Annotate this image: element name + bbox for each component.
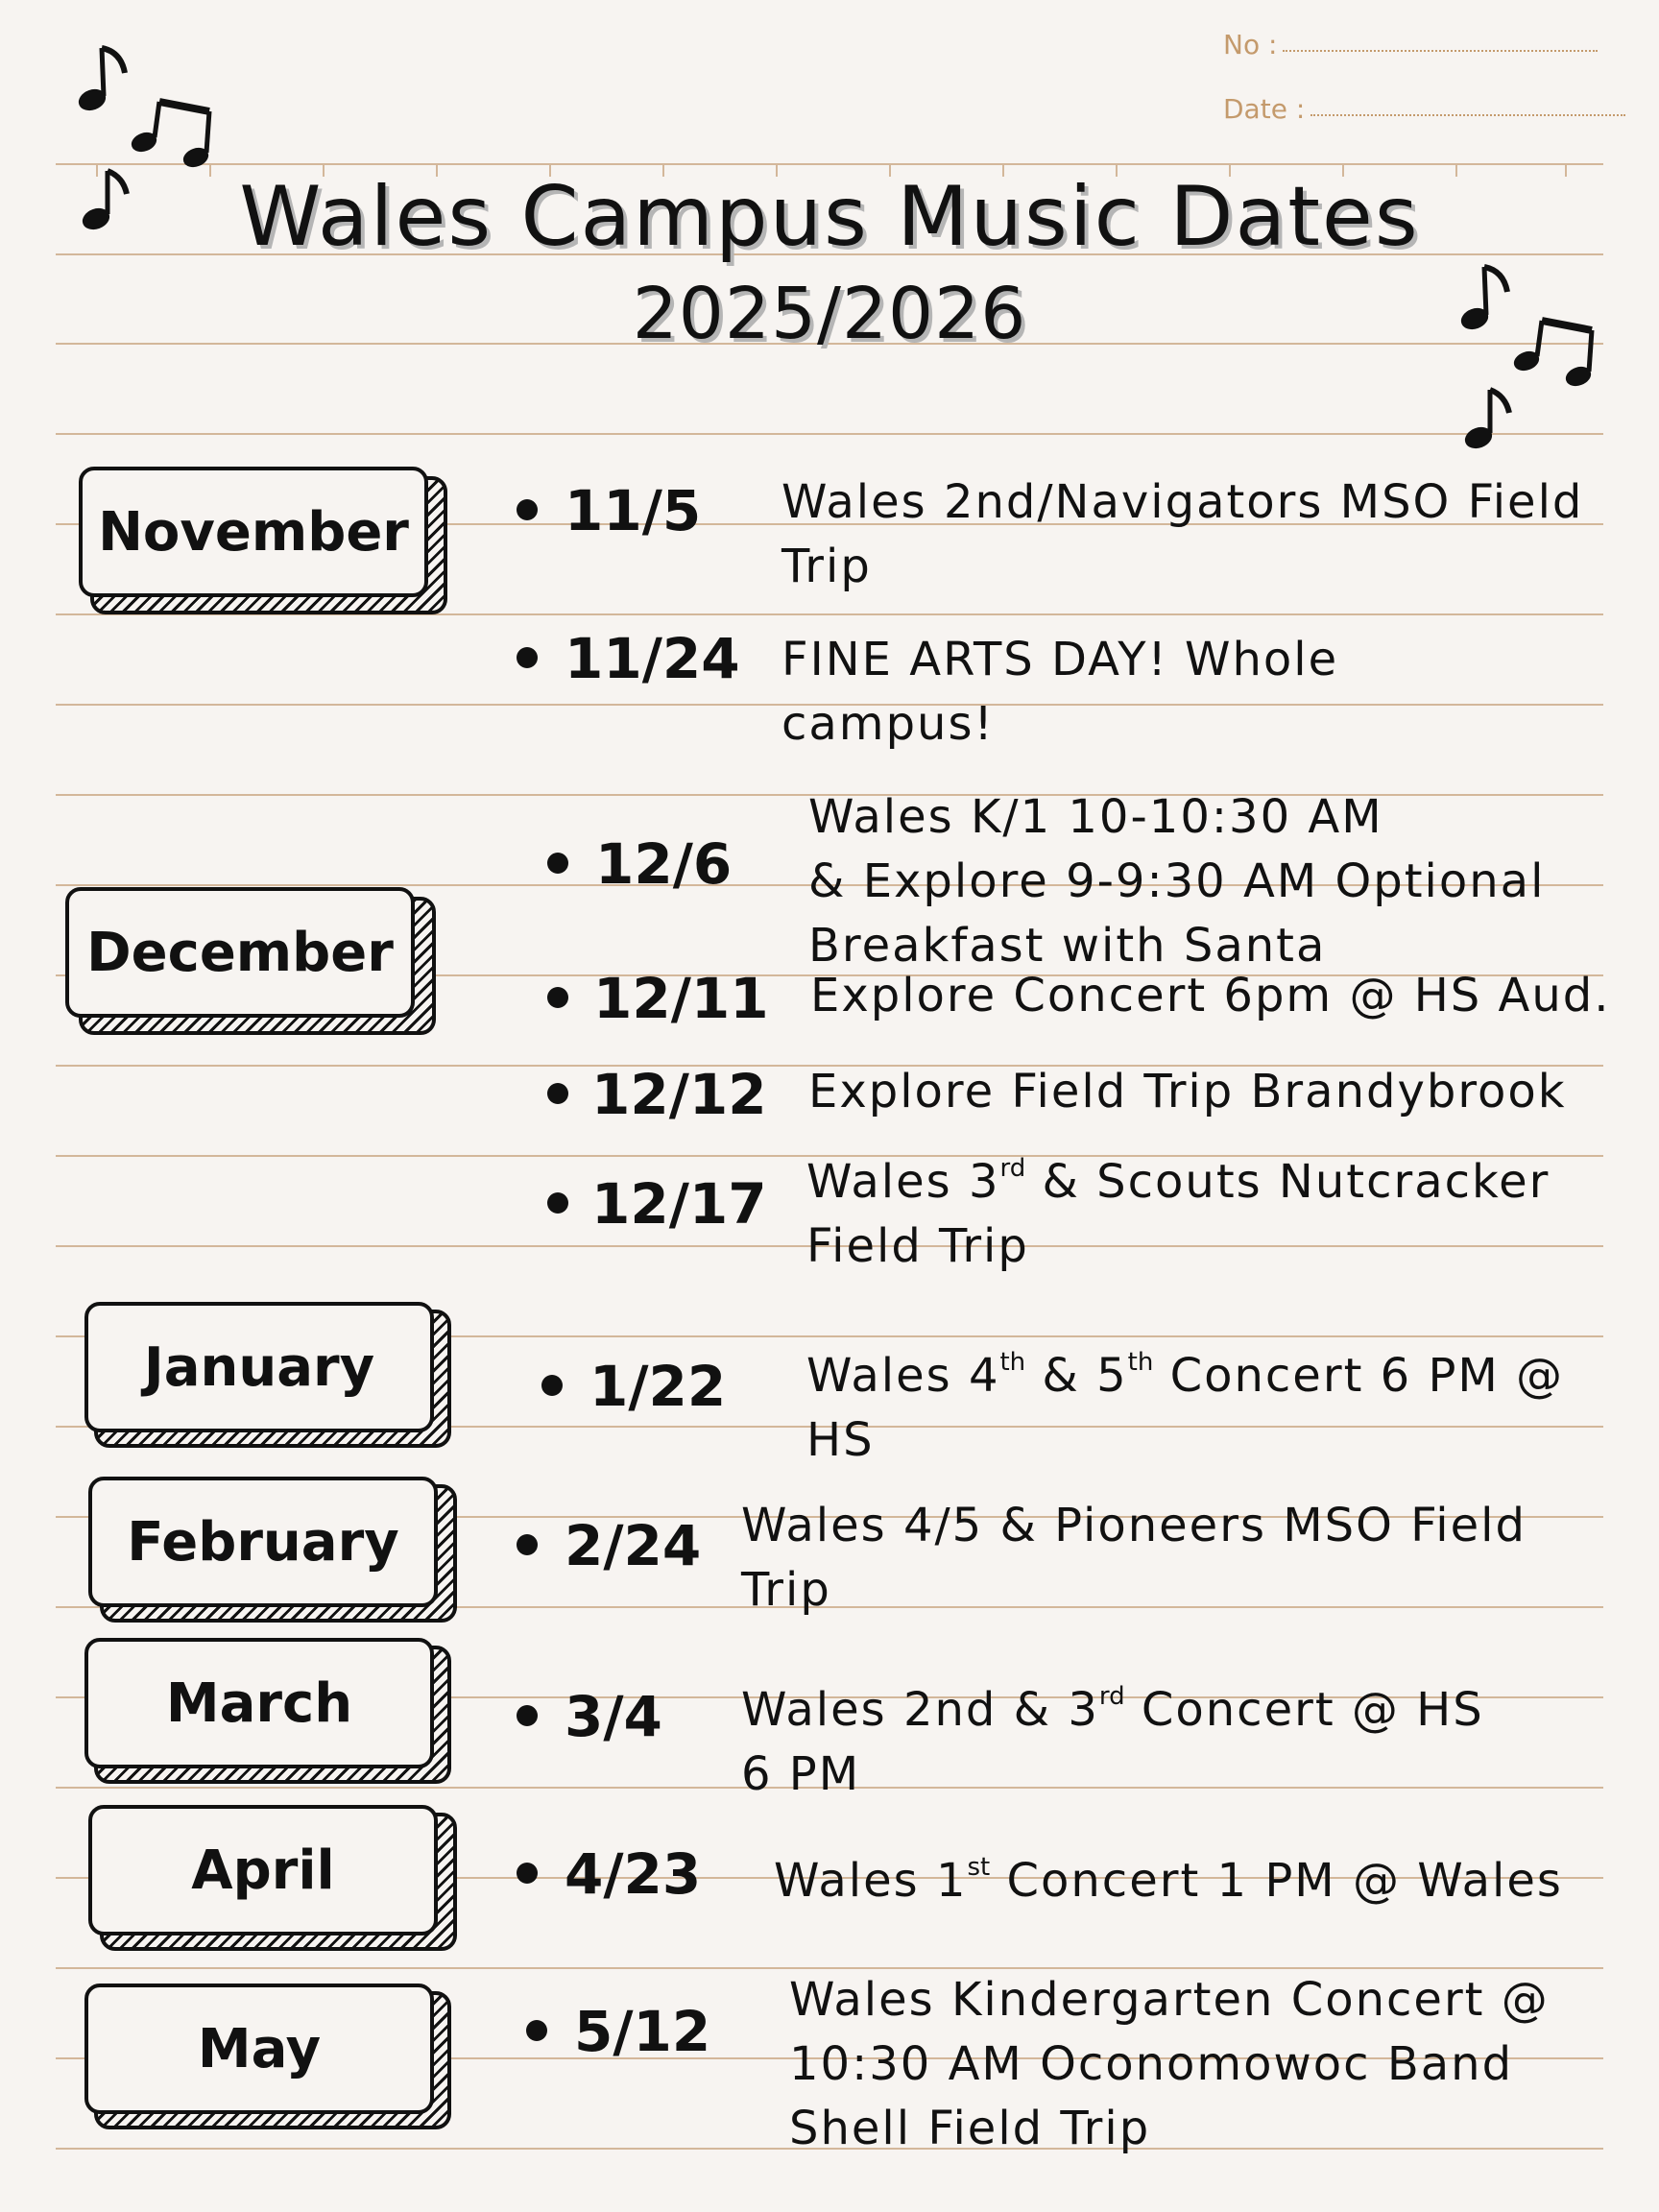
- event-date: 11/24: [565, 626, 740, 691]
- event-text: Wales 4: [806, 1349, 1000, 1403]
- event-date: 11/5: [565, 478, 702, 543]
- event-text: Wales 1: [774, 1854, 968, 1908]
- event-description: Wales 4/5 & Pioneers MSO Field Trip: [741, 1499, 1527, 1617]
- no-label: No :: [1223, 29, 1278, 60]
- month-label-april: April: [88, 1805, 438, 1936]
- bullet-icon: [547, 853, 568, 874]
- event-date: 12/12: [591, 1062, 767, 1127]
- bullet-icon: [547, 987, 568, 1008]
- month-label-november: November: [79, 467, 428, 597]
- month-label-january: January: [84, 1302, 434, 1432]
- date-label: Date :: [1223, 93, 1306, 125]
- event-date: 2/24: [565, 1513, 702, 1578]
- event-description: Explore Field Trip Brandybrook: [808, 1065, 1567, 1118]
- event-text: Wales 2nd & 3: [741, 1683, 1099, 1737]
- bullet-icon: [517, 1863, 538, 1884]
- event-text: Concert 1 PM @ Wales: [990, 1854, 1563, 1908]
- month-label-february: February: [88, 1477, 438, 1607]
- bullet-icon: [517, 647, 538, 668]
- event-text: Concert 6 PM @ HS: [806, 1349, 1565, 1467]
- event-description: [741, 1678, 1484, 1807]
- ordinal-suffix: rd: [999, 1154, 1026, 1183]
- event-text: & Scouts Nutcracker Field Trip: [806, 1155, 1551, 1273]
- event-text: Concert @ HS 6 PM: [741, 1683, 1484, 1801]
- event-description: Explore Concert 6pm @ HS Aud.: [810, 969, 1611, 1022]
- page-title: Wales Campus Music Dates: [239, 169, 1420, 265]
- bullet-icon: [517, 1534, 538, 1555]
- rule-line: [56, 433, 1603, 435]
- event-text: Wales 3: [806, 1155, 1000, 1209]
- bullet-icon: [547, 1083, 568, 1104]
- month-label-december: December: [65, 887, 415, 1018]
- no-field-line: [1283, 50, 1598, 52]
- event-date: 12/17: [591, 1171, 767, 1237]
- date-field-line: [1310, 114, 1625, 116]
- ordinal-suffix: th: [1127, 1348, 1154, 1377]
- event-description: [806, 1344, 1564, 1473]
- no-field: [1223, 29, 1598, 60]
- event-date: 12/11: [593, 966, 769, 1031]
- ordinal-suffix: rd: [1098, 1682, 1125, 1711]
- event-description: [774, 1849, 1563, 1913]
- ordinal-suffix: st: [967, 1853, 991, 1882]
- event-date: 4/23: [565, 1841, 702, 1907]
- month-label-march: March: [84, 1638, 434, 1768]
- event-description: Wales 2nd/Navigators MSO Field Trip: [781, 475, 1584, 593]
- bullet-icon: [526, 2020, 547, 2041]
- bullet-icon: [541, 1375, 563, 1396]
- bullet-icon: [517, 499, 538, 520]
- event-text: & 5: [1025, 1349, 1128, 1403]
- bullet-icon: [517, 1705, 538, 1726]
- page-subtitle-year: 2025/2026: [632, 273, 1027, 355]
- month-label-may: May: [84, 1984, 434, 2114]
- rule-line: [56, 163, 1603, 165]
- event-date: 12/6: [595, 831, 733, 897]
- event-description: Wales Kindergarten Concert @ 10:30 AM Oconomowoc Band Shell Field Trip: [789, 1973, 1550, 2155]
- event-description: [806, 1150, 1550, 1279]
- event-date: 5/12: [574, 1999, 711, 2064]
- event-date: 1/22: [589, 1354, 727, 1419]
- date-field: [1223, 93, 1625, 125]
- ordinal-suffix: th: [999, 1348, 1026, 1377]
- event-description: Wales K/1 10-10:30 AM & Explore 9-9:30 AM Optional Breakfast with Santa: [808, 790, 1546, 973]
- event-description: FINE ARTS DAY! Whole campus!: [781, 633, 1339, 751]
- event-date: 3/4: [565, 1684, 662, 1749]
- bullet-icon: [547, 1192, 568, 1214]
